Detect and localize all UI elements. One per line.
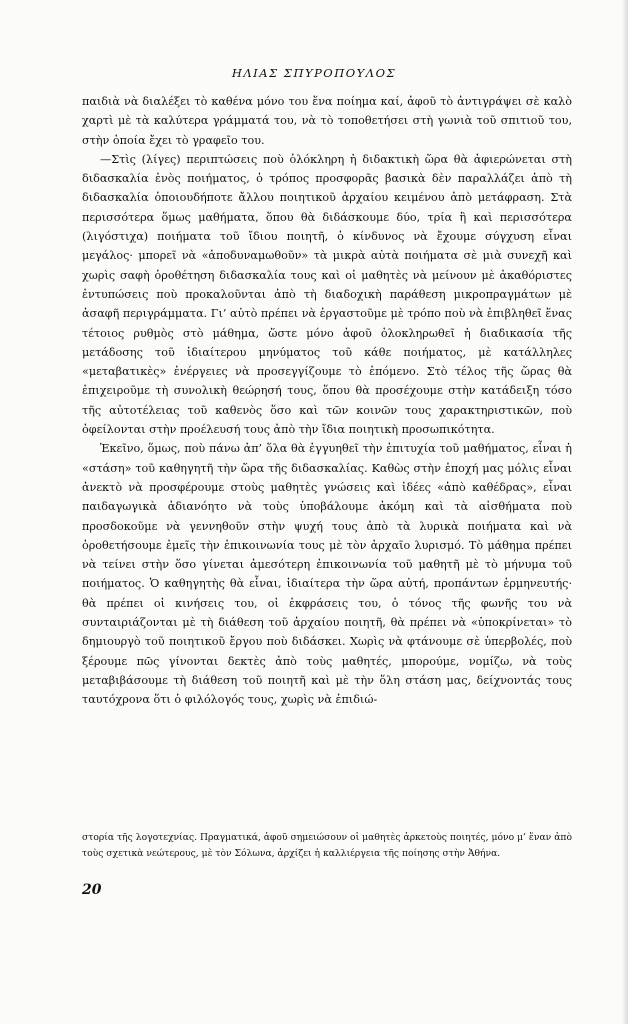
paragraph-2: —Στὶς (λίγες) περιπτώσεις ποὺ ὁλόκληρη ἡ διδακτικὴ ὥρα θὰ ἀφιερώνεται στὴ διδασκαλία ἑνὸς ποιήματος, ὁ τρόπος προσφορᾶς βασικὰ δὲν παραλλάζει ἀπὸ τὴ διδασκαλία ὁποιουδήποτε ἄλλου ποιητικοῦ ἀρχαίου κειμένου ἀπὸ μετάφραση. Στὰ περισσότερα ὅμως μαθήματα, ὅπου θὰ διδάσκουμε δύο, τρία ἢ καὶ περισσότερα (λιγόστιχα) ποιήματα τοῦ ἴδιου ποιητῆ, ὁ κίνδυνος νὰ ἔχουμε σύγχυση εἶναι μεγάλος· μπορεῖ νὰ «ἀποδυναμωθοῦν» τὰ μικρὰ αὐτὰ ποιήματα σὲ μιὰ συνεχῆ καὶ χωρὶς σαφὴ ὁροθέτηση διδασκαλία τους καὶ οἱ μαθητὲς νὰ μείνουν μὲ ἀκαθόριστες ἐντυπώσεις ποὺ προκαλοῦνται ἀπὸ τὴ διαδοχικὴ παράθεση μικροπραγμάτων μὲ ἀσαφῆ περιγράμματα. Γι’ αὐτὸ πρέπει νὰ ἐργαστοῦμε μὲ τρόπο ποὺ νὰ ἐπιβληθεῖ ἕνας τέτοιος ρυθμὸς στὸ μάθημα, ὥστε μόνο ἀφοῦ ὁλοκληρωθεῖ ἡ διαδικασία τῆς μετάδοσης τοῦ ἰδιαίτερου μηνύματος τοῦ κάθε ποιήματος, μὲ κατάλληλες «μεταβατικὲς» ἐνέργειες νὰ προσεγγίζουμε τὸ ἑπόμενο. Στὸ τέλος τῆς ὥρας θὰ ἐπιχειροῦμε τὴ συνολικὴ θεώρησή τους, ὅπου θὰ προσέχουμε στὴν κατάδειξη τόσο τῆς αὐτοτέλειας τοῦ καθενὸς ὅσο καὶ τῶν κοινῶν τους χαρακτηριστικῶν, ποὺ ὀφείλονται στὴν προέλευσή τους ἀπὸ τὴν ἴδια ποιητικὴ προσωπικότητα. bbox=[82, 152, 572, 437]
page-number: 20 bbox=[82, 882, 102, 898]
page-edge-shadow bbox=[622, 0, 628, 1024]
main-text bbox=[82, 92, 572, 710]
footnote: στορία τῆς λογοτεχνίας. Πραγματικά, ἀφοῦ σημειώσουν οἱ μαθητὲς ἀρκετοὺς ποιητές, μόνο μ’ ἕναν ἀπὸ τοὺς σχετικὰ νεώτερους, μὲ τὸν Σόλωνα, ἀρχίζει ἡ καλλιέργεια τῆς ποίησης στὴν Ἀθήνα. bbox=[82, 832, 572, 859]
paragraph-1: παιδιὰ νὰ διαλέξει τὸ καθένα μόνο του ἕνα ποίημα καί, ἀφοῦ τὸ ἀντιγράψει σὲ καλὸ χαρτὶ μὲ τὰ καλύτερα γράμματά του, νὰ τὸ τοποθετήσει στὴ γωνιὰ τοῦ σπιτιοῦ του, στὴν ὁποία ἔχει τὸ γραφεῖο του. bbox=[82, 95, 572, 147]
paragraph-3: Ἐκεῖνο, ὅμως, ποὺ πάνω ἀπ’ ὅλα θὰ ἐγγυηθεῖ τὴν ἐπιτυχία τοῦ μαθήματος, εἶναι ἡ «στάση» τοῦ καθηγητῆ τὴν ὥρα τῆς διδασκαλίας. Καθὼς στὴν ἐποχή μας μόλις εἶναι ἀνεκτὸ νὰ προσφέρουμε στοὺς μαθητὲς γνώσεις καὶ ἰδέες «ἀπὸ καθέδρας», εἶναι παιδαγωγικὰ ἀδιανόητο νὰ τοὺς ὑποβάλουμε ἀκόμη καὶ τὰ αἰσθήματα ποὺ προσδοκοῦμε νὰ γεννηθοῦν στὴν ψυχή τους ἀπὸ τὰ λυρικὰ ποιήματα καὶ νὰ ὁροθετήσουμε ἐμεῖς τὴν ἐπικοινωνία τους μὲ τὸν ἀρχαῖο λυρισμό. Τὸ μάθημα πρέπει νὰ τείνει στὴν ὅσο γίνεται ἀμεσότερη ἐπικοινωνία τοῦ μαθητῆ μὲ τὸ μήνυμα τοῦ ποιήματος. Ὁ καθηγητὴς θὰ εἶναι, ἰδιαίτερα τὴν ὥρα αὐτή, προπάντων ἑρμηνευτής· θὰ πρέπει οἱ κινήσεις του, οἱ ἐκφράσεις του, ὁ τόνος τῆς φωνῆς του νὰ συνταιριάζονται μὲ τὴ διάθεση τοῦ ἀρχαίου ποιητῆ, θὰ πρέπει νὰ «ὑποκρίνεται» τὸ δημιουργὸ τοῦ ποιητικοῦ ἔργου ποὺ διδάσκει. Χωρὶς νὰ φτάνουμε σὲ ὑπερβολές, ποὺ ξέρουμε πῶς γίνονται δεκτὲς ἀπὸ τοὺς μαθητές, μπορούμε, νομίζω, νὰ τοὺς μεταβιβάσουμε τὴ διάθεση τοῦ ποιητῆ καὶ μὲ τὴν ὅλη στάση μας, δείχνοντάς τους ταυτόχρονα ὅτι ὁ φιλόλογός τους, χωρὶς νὰ ἐπιδιώ- bbox=[82, 442, 572, 707]
running-header: ΗΛΙΑΣ ΣΠΥΡΟΠΟΥΛΟΣ bbox=[231, 66, 397, 80]
